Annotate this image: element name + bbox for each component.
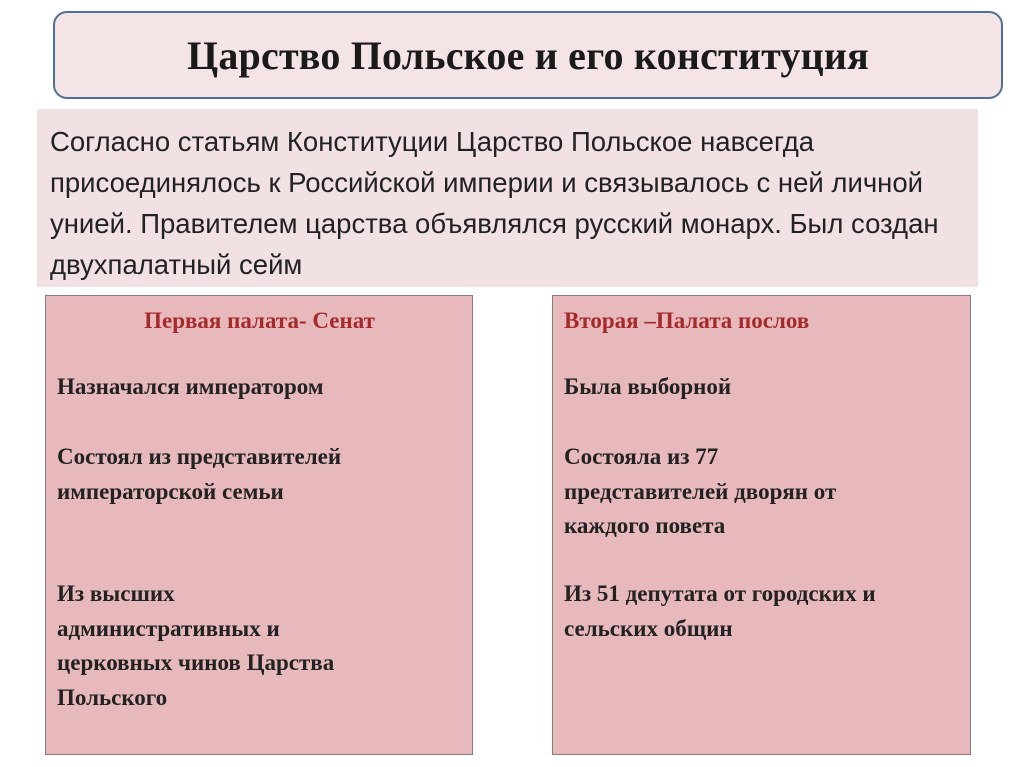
senate-item-family: Состоял из представителей императорской семьи xyxy=(57,444,342,504)
envoys-item-deputies: Из 51 депутата от городских и сельских общин xyxy=(564,581,876,641)
senate-heading: Первая палата- Сенат xyxy=(144,308,375,333)
envoys-column xyxy=(552,295,971,755)
intro-text: Согласно статьям Конституции Царство Польское навсегда присоединялось к Российской империи и связывалось с ней личной унией. Правителем царства объявлялся русский монарх. Был создан двухпалатный сейм xyxy=(50,126,939,280)
envoys-item-elected: Была выборной xyxy=(564,374,732,399)
intro-box xyxy=(37,109,978,287)
envoys-heading: Вторая –Палата послов xyxy=(564,308,810,333)
senate-column xyxy=(45,295,473,755)
title-box xyxy=(53,11,1003,99)
senate-item-appointment: Назначался императором xyxy=(57,374,324,399)
envoys-item-nobles: Состояла из 77 представителей дворян от каждого повета xyxy=(564,444,837,538)
senate-item-officials: Из высших административных и церковных чинов Царства Польского xyxy=(57,581,335,710)
slide-title: Царство Польское и его конституция xyxy=(187,32,869,78)
